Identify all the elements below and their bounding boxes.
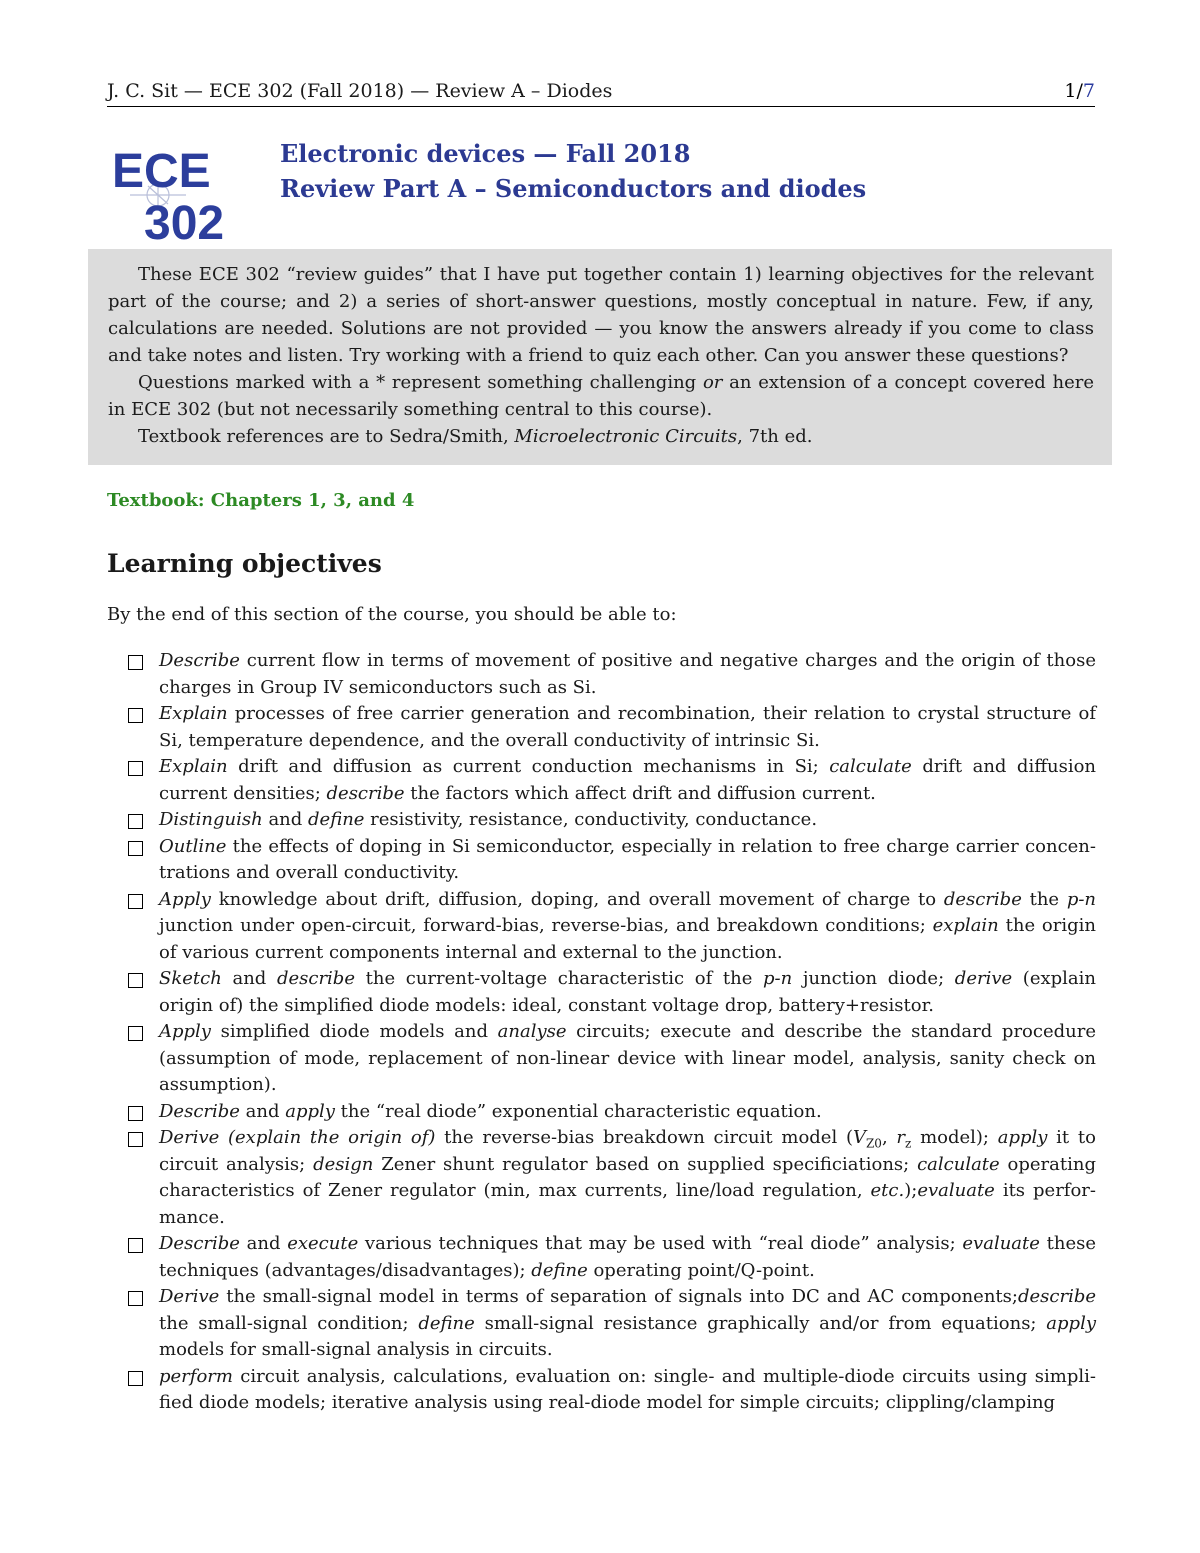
objective-item bbox=[128, 834, 1096, 887]
checkbox-icon[interactable] bbox=[128, 814, 143, 829]
page-number: 1/7 bbox=[1064, 80, 1095, 102]
intro-paragraph-1: These ECE 302 “review guides” that I have put together contain 1) learning objectives for the relevant part of the course; and 2) a series of short-answer questions, mostly conceptual in nature. Few, if any, calculations are needed. Solutions are not provided — you know the answers already if you come to class and take notes and listen. Try working with a friend to quiz each other. Can you answer these questions? bbox=[108, 264, 1094, 366]
checkbox-icon[interactable] bbox=[128, 1371, 143, 1386]
objective-item bbox=[128, 648, 1096, 701]
objective-text: Explain processes of free carrier generation and recombination, their relation to crystal structure of Si, temperature dependence, and the overall conductivity of intrinsic Si. bbox=[159, 703, 1096, 751]
objective-text: Apply simplified diode models and analyse circuits; execute and describe the standard procedure (assumption of mode, replacement of non-linear device with linear model, analysis, sanity check on assumption). bbox=[159, 1021, 1096, 1095]
checkbox-icon[interactable] bbox=[128, 1106, 143, 1121]
title-line-1: Electronic devices — Fall 2018 bbox=[280, 139, 691, 168]
objective-item bbox=[128, 1125, 1096, 1231]
objective-text: Explain drift and diffusion as current conduction mechanisms in Si; calculate drift and diffusion current densities; describe the factors which affect drift and diffusion current. bbox=[159, 756, 1097, 804]
logo-302-text: 302 bbox=[144, 197, 225, 243]
objective-item bbox=[128, 1099, 1096, 1126]
objective-text: Describe current flow in terms of movement of positive and negative charges and the origin of those charges in Group IV semiconductors such as Si. bbox=[159, 650, 1096, 698]
objective-item bbox=[128, 1019, 1096, 1099]
textbook-reference: Textbook: Chapters 1, 3, and 4 bbox=[107, 490, 415, 511]
objective-text: Describe and execute various techniques that may be used with “real diode” analysis; evaluate these techniques (advantages/disadvantages); define operating point/Q-point. bbox=[159, 1233, 1096, 1281]
intro-box bbox=[88, 249, 1112, 465]
logo-ece-text: ECE bbox=[112, 145, 211, 198]
objective-text: Describe and apply the “real diode” exponential characteristic equation. bbox=[159, 1100, 822, 1122]
objective-text: perform circuit analysis, calculations, evaluation on: single- and multiple-diode circuits using simplified diode models; iterative analysis using real-diode model for simple circuits; clippling/clamping bbox=[159, 1365, 1096, 1413]
objective-item bbox=[128, 966, 1096, 1019]
intro-paragraph-2: Questions marked with a * represent something challenging or an extension of a concept covered here in ECE 302 (but not necessarily something central to this course). bbox=[108, 372, 1094, 420]
intro-paragraph-3: Textbook references are to Sedra/Smith, Microelectronic Circuits, 7th ed. bbox=[138, 426, 813, 447]
objective-text: Derive the small-signal model in terms of separation of signals into DC and AC components;describe the small-signal condition; define small-signal resistance graphically and/or from equations; apply models for small-signal analysis in circuits. bbox=[159, 1286, 1096, 1360]
page-total-link[interactable]: 7 bbox=[1082, 80, 1095, 102]
checkbox-icon[interactable] bbox=[128, 761, 143, 776]
objectives-list bbox=[128, 648, 1096, 1417]
objective-item bbox=[128, 1284, 1096, 1364]
checkbox-icon[interactable] bbox=[128, 973, 143, 988]
section-heading: Learning objectives bbox=[107, 549, 382, 578]
objective-text: Apply knowledge about drift, diffusion, doping, and overall movement of charge to describe the p-n junction under open-circuit, forward-bias, reverse-bias, and breakdown conditions; explain the origin of various current components internal and external to the junction. bbox=[159, 888, 1097, 963]
checkbox-icon[interactable] bbox=[128, 1026, 143, 1041]
checkbox-icon[interactable] bbox=[128, 1132, 143, 1147]
document-title bbox=[280, 136, 866, 206]
objective-item bbox=[128, 807, 1096, 834]
objective-text: Distinguish and define resistivity, resistance, conductivity, conductance. bbox=[159, 809, 818, 830]
title-line-2: Review Part A – Semiconductors and diodes bbox=[280, 174, 867, 203]
checkbox-icon[interactable] bbox=[128, 841, 143, 856]
objective-text: Sketch and describe the current-voltage characteristic of the p-n junction diode; derive (explain origin of) the simplified diode models: ideal, constant voltage drop, battery+resistor. bbox=[159, 968, 1096, 1016]
objective-text: Derive (explain the origin of) the reverse-bias breakdown circuit model ($V_{Z0}$, $r_z$ model); apply it to circuit analysis; design Zener shunt regulator based on supplied specificiations; calculate operating characteristics of Zener regulator (min, max currents, line/load regulation, etc.);evaluate its performance. bbox=[159, 1127, 1096, 1228]
objective-item bbox=[128, 887, 1096, 967]
objective-item bbox=[128, 701, 1096, 754]
checkbox-icon[interactable] bbox=[128, 1291, 143, 1306]
ece-302-logo bbox=[108, 143, 248, 243]
checkbox-icon[interactable] bbox=[128, 894, 143, 909]
checkbox-icon[interactable] bbox=[128, 1238, 143, 1253]
header-title: J. C. Sit — ECE 302 (Fall 2018) — Review A – Diodes bbox=[107, 80, 613, 102]
objective-item bbox=[128, 1231, 1096, 1284]
objective-item bbox=[128, 1364, 1096, 1417]
objective-text: Outline the effects of doping in Si semiconductor, especially in relation to free charge carrier concentrations and overall conductivity. bbox=[159, 835, 1096, 883]
objective-item bbox=[128, 754, 1096, 807]
running-header bbox=[107, 78, 1095, 107]
lead-sentence: By the end of this section of the course, you should be able to: bbox=[107, 604, 677, 625]
checkbox-icon[interactable] bbox=[128, 655, 143, 670]
checkbox-icon[interactable] bbox=[128, 708, 143, 723]
